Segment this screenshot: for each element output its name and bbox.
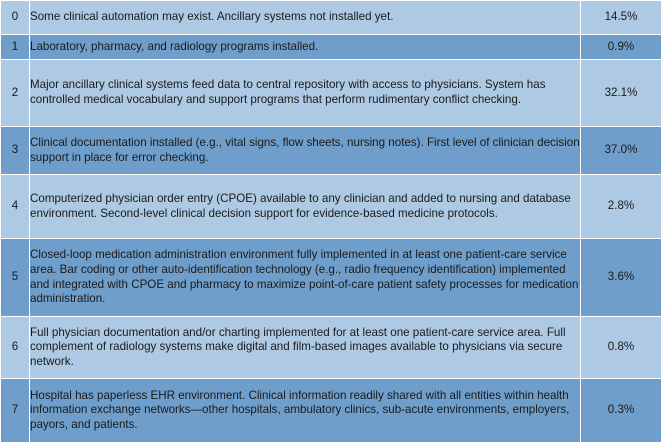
table-row: [1, 127, 662, 175]
stage-description: Some clinical automation may exist. Ancillary systems not installed yet.: [30, 1, 581, 35]
stage-number: 5: [1, 239, 30, 317]
table-row: [1, 239, 662, 317]
stage-number: 7: [1, 379, 30, 443]
stage-description: Clinical documentation installed (e.g., vital signs, flow sheets, nursing notes). First level of clinician decision support in place for error checking.: [30, 127, 581, 175]
table-row: [1, 60, 662, 127]
stage-number: 2: [1, 60, 30, 127]
table-row: [1, 317, 662, 379]
stage-number: 6: [1, 317, 30, 379]
stage-number: 1: [1, 35, 30, 60]
stage-percent: 2.8%: [581, 175, 662, 239]
stage-description: Hospital has paperless EHR environment. Clinical information readily shared with all entities within health information exchange networks—other hospitals, ambulatory clinics, sub-acute environments, employers, payors, and patients.: [30, 379, 581, 443]
stage-number: 3: [1, 127, 30, 175]
stage-number: 4: [1, 175, 30, 239]
stage-description: Computerized physician order entry (CPOE) available to any clinician and added to nursing and database environment. Second-level clinical decision support for evidence-based medicine protocols.: [30, 175, 581, 239]
table-row: [1, 175, 662, 239]
stage-percent: 0.3%: [581, 379, 662, 443]
stage-description: Full physician documentation and/or charting implemented for at least one patient-care service area. Full complement of radiology systems make digital and film-based images available to physicians via secure network.: [30, 317, 581, 379]
stage-percent: 37.0%: [581, 127, 662, 175]
table-row: [1, 35, 662, 60]
table-row: [1, 379, 662, 443]
stage-description: Laboratory, pharmacy, and radiology programs installed.: [30, 35, 581, 60]
stage-description: Major ancillary clinical systems feed data to central repository with access to physicians. System has controlled medical vocabulary and support programs that perform rudimentary conflict checking.: [30, 60, 581, 127]
stage-number: 0: [1, 1, 30, 35]
stage-description: Closed-loop medication administration environment fully implemented in at least one patient-care service area. Bar coding or other auto-identification technology (e.g., radio frequency identification) implemented and integrated with CPOE and pharmacy to maximize point-of-care patient safety processes for medication administration.: [30, 239, 581, 317]
stage-percent: 3.6%: [581, 239, 662, 317]
stage-percent: 14.5%: [581, 1, 662, 35]
stage-percent: 32.1%: [581, 60, 662, 127]
stage-percent: 0.8%: [581, 317, 662, 379]
stage-percent: 0.9%: [581, 35, 662, 60]
table-row: [1, 1, 662, 35]
